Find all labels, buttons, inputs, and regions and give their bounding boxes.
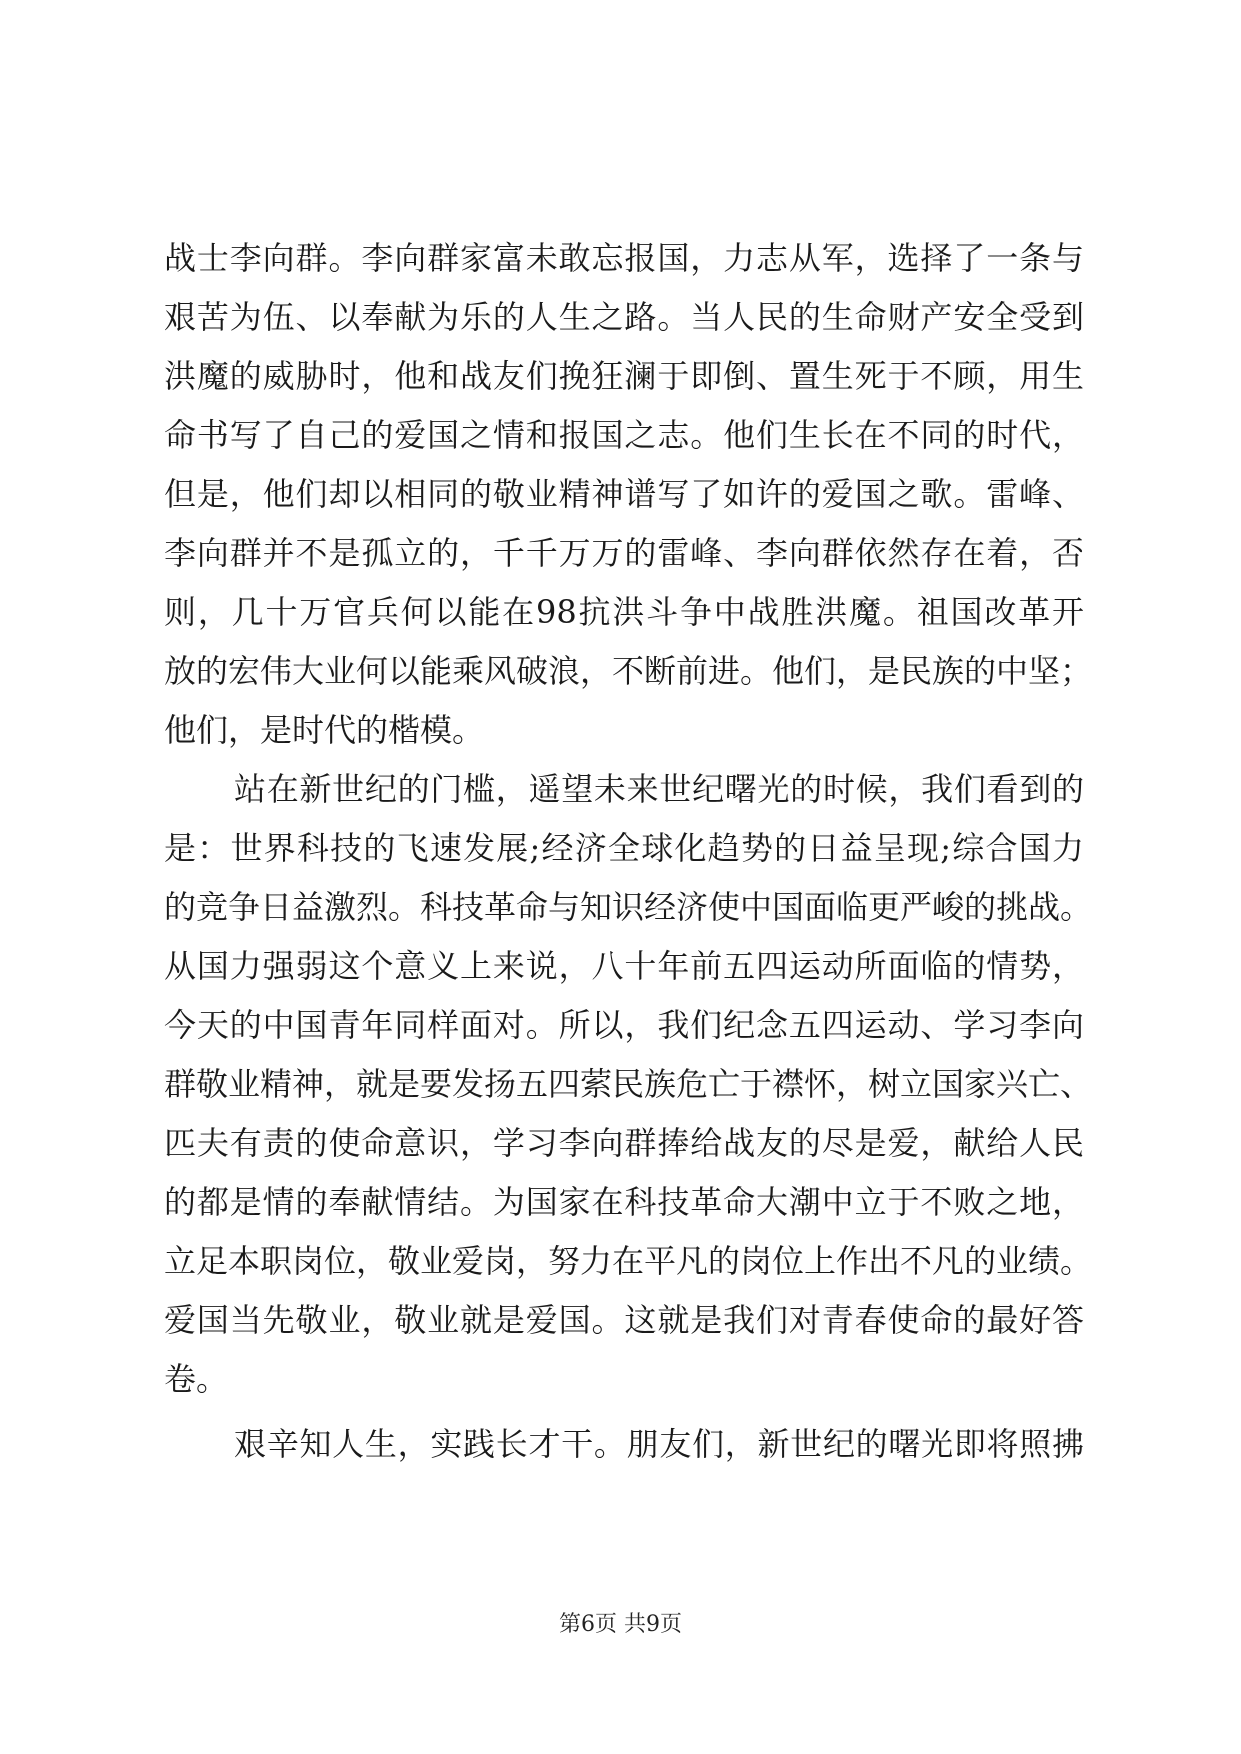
paragraph-line: 但是，他们却以相同的敬业精神谱写了如许的爱国之歌。雷峰、 (164, 475, 1084, 513)
paragraph-line: 站在新世纪的门槛，遥望未来世纪曙光的时候，我们看到的 (234, 770, 1084, 808)
paragraph-line: 战士李向群。李向群家富未敢忘报国，力志从军，选择了一条与 (164, 239, 1084, 277)
paragraph-line: 洪魔的威胁时，他和战友们挽狂澜于即倒、置生死于不顾，用生 (164, 357, 1084, 395)
paragraph-line: 则，几十万官兵何以能在98抗洪斗争中战胜洪魔。祖国改革开 (164, 593, 1084, 631)
paragraph-line: 立足本职岗位，敬业爱岗，努力在平凡的岗位上作出不凡的业绩。 (164, 1242, 1093, 1280)
paragraph-line: 卷。 (164, 1360, 229, 1398)
paragraph-line: 今天的中国青年同样面对。所以，我们纪念五四运动、学习李向 (164, 1006, 1084, 1044)
page-number-footer: 第6页 共9页 (559, 1612, 682, 1637)
paragraph-line: 他们，是时代的楷模。 (164, 711, 485, 749)
paragraph-line: 的竞争日益激烈。科技革命与知识经济使中国面临更严峻的挑战。 (164, 888, 1093, 926)
paragraph-line: 的都是情的奉献情结。为国家在科技革命大潮中立于不败之地， (164, 1183, 1084, 1221)
paragraph-line: 匹夫有责的使命意识，学习李向群捧给战友的尽是爱，献给人民 (164, 1124, 1084, 1162)
paragraph-line: 命书写了自己的爱国之情和报国之志。他们生长在不同的时代， (164, 416, 1084, 454)
paragraph-line: 群敬业精神，就是要发扬五四萦民族危亡于襟怀，树立国家兴亡、 (164, 1065, 1093, 1103)
paragraph-line: 艰辛知人生，实践长才干。朋友们，新世纪的曙光即将照拂 (234, 1425, 1084, 1463)
paragraph-line: 是：世界科技的飞速发展;经济全球化趋势的日益呈现;综合国力 (164, 829, 1084, 867)
paragraph-line: 李向群并不是孤立的，千千万万的雷峰、李向群依然存在着，否 (164, 534, 1084, 572)
paragraph-line: 艰苦为伍、以奉献为乐的人生之路。当人民的生命财产安全受到 (164, 298, 1084, 336)
paragraph-line: 从国力强弱这个意义上来说，八十年前五四运动所面临的情势， (164, 947, 1084, 985)
paragraph-line: 爱国当先敬业，敬业就是爱国。这就是我们对青春使命的最好答 (164, 1301, 1084, 1339)
paragraph-line: 放的宏伟大业何以能乘风破浪，不断前进。他们，是民族的中坚； (164, 652, 1093, 690)
